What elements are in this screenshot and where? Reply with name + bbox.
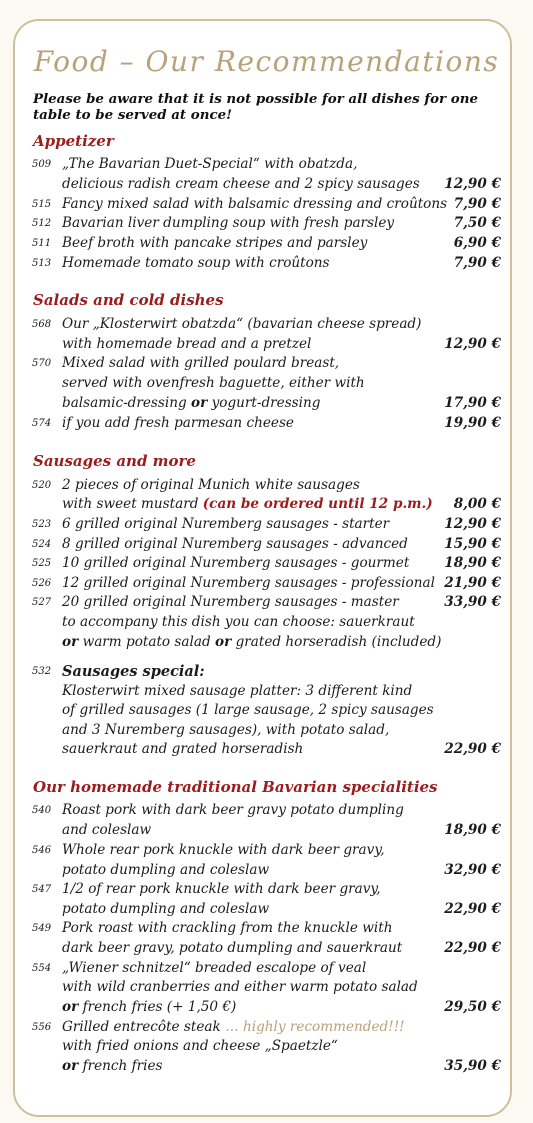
item-description: Bavarian liver dumpling soup with fresh parsley (62, 215, 395, 231)
item-number: 570 (32, 358, 52, 369)
item-price: 12,90 € (444, 176, 501, 192)
menu-item-line (0, 999, 533, 1019)
menu-item-line (0, 940, 533, 960)
menu-item (0, 920, 533, 940)
menu-item (0, 235, 533, 255)
item-description: of grilled sausages (1 large sausage, 2 spicy sausages (62, 702, 434, 718)
item-description: or french fries (+ 1,50 €) (62, 999, 237, 1015)
item-number: 509 (32, 159, 52, 170)
item-number: 513 (32, 258, 52, 269)
menu-item (0, 663, 533, 683)
menu-item-line (0, 1058, 533, 1078)
menu-item-line (0, 1038, 533, 1058)
menu-item (0, 516, 533, 536)
item-price: 22,90 € (444, 741, 501, 757)
or-connector: or (215, 634, 232, 650)
menu-item (0, 1019, 533, 1039)
item-price: 15,90 € (444, 536, 501, 552)
item-number: 549 (32, 923, 52, 934)
menu-item-line (0, 176, 533, 196)
item-description: served with ovenfresh baguette, either with (62, 375, 365, 391)
item-price: 8,00 € (453, 496, 501, 512)
menu-item (0, 881, 533, 901)
item-description: 6 grilled original Nuremberg sausages - starter (62, 516, 390, 532)
menu-item (0, 415, 533, 435)
item-price: 17,90 € (444, 395, 501, 411)
time-restriction-note: (can be ordered until 12 p.m.) (202, 496, 433, 512)
item-description: Beef broth with pancake stripes and parsley (62, 235, 368, 251)
item-number: 527 (32, 597, 52, 608)
item-price: 18,90 € (444, 555, 501, 571)
item-description: „The Bavarian Duet-Special“ with obatzda, (62, 156, 358, 172)
item-description: delicious radish cream cheese and 2 spicy sausages (62, 176, 420, 192)
item-description: if you add fresh parmesan cheese (62, 415, 294, 431)
menu-item-line (0, 862, 533, 882)
page-title: Food – Our Recommendations (33, 45, 500, 78)
item-description: potato dumpling and coleslaw (62, 862, 270, 878)
item-description: 10 grilled original Nuremberg sausages - gourmet (62, 555, 410, 571)
item-price: 7,90 € (453, 196, 501, 212)
item-price: 32,90 € (444, 862, 501, 878)
item-number: 532 (32, 666, 52, 677)
item-description: 2 pieces of original Munich white sausages (62, 477, 360, 493)
item-price: 19,90 € (444, 415, 501, 431)
menu-item-line (0, 822, 533, 842)
menu-item (0, 555, 533, 575)
menu-item (0, 316, 533, 336)
item-description: to accompany this dish you can choose: sauerkraut (62, 614, 415, 630)
item-price: 29,50 € (444, 999, 501, 1015)
section-heading-appetizer: Appetizer (33, 132, 114, 150)
item-price: 33,90 € (444, 594, 501, 610)
item-description: „Wiener schnitzel“ breaded escalope of veal (62, 960, 367, 976)
item-number: 546 (32, 845, 52, 856)
menu-item (0, 802, 533, 822)
item-description: with fried onions and cheese „Spaetzle“ (62, 1038, 338, 1054)
item-number: 574 (32, 418, 52, 429)
item-price: 12,90 € (444, 516, 501, 532)
or-connector: or (62, 634, 79, 650)
item-price: 22,90 € (444, 940, 501, 956)
item-price: 35,90 € (444, 1058, 501, 1074)
item-number: 525 (32, 558, 52, 569)
item-description: or warm potato salad or grated horseradish (included) (62, 634, 442, 650)
item-description: with sweet mustard (can be ordered until 12 p.m.) (62, 496, 433, 512)
menu-item-line (0, 614, 533, 634)
item-description: Whole rear pork knuckle with dark beer gravy, (62, 842, 385, 858)
item-description: or french fries (62, 1058, 163, 1074)
menu-item (0, 355, 533, 375)
item-description: Mixed salad with grilled poulard breast, (62, 355, 340, 371)
menu-item (0, 196, 533, 216)
menu-item (0, 536, 533, 556)
section-heading-bavarian: Our homemade traditional Bavarian specialities (33, 778, 438, 796)
menu-item (0, 594, 533, 614)
item-number: 512 (32, 218, 52, 229)
menu-item (0, 960, 533, 980)
item-number: 526 (32, 578, 52, 589)
menu-item-line (0, 395, 533, 415)
or-connector: or (191, 395, 208, 411)
item-price: 18,90 € (444, 822, 501, 838)
item-description: with wild cranberries and either warm potato salad (62, 979, 418, 995)
menu-item (0, 215, 533, 235)
item-description: and 3 Nuremberg sausages), with potato salad, (62, 722, 390, 738)
item-description: 8 grilled original Nuremberg sausages - advanced (62, 536, 408, 552)
item-price: 12,90 € (444, 336, 501, 352)
menu-item-line (0, 722, 533, 742)
item-description: dark beer gravy, potato dumpling and sauerkraut (62, 940, 403, 956)
menu-item (0, 842, 533, 862)
item-number: 511 (32, 238, 52, 249)
menu-item-line (0, 702, 533, 722)
menu-item (0, 575, 533, 595)
menu-item-line (0, 683, 533, 703)
or-connector: or (62, 999, 79, 1015)
item-number: 547 (32, 884, 52, 895)
item-description: and coleslaw (62, 822, 152, 838)
section-heading-sausages: Sausages and more (33, 452, 196, 470)
menu-item (0, 156, 533, 176)
menu-item-line (0, 336, 533, 356)
item-description: Fancy mixed salad with balsamic dressing and croûtons (62, 196, 448, 212)
item-description: Our „Klosterwirt obatzda“ (bavarian cheese spread) (62, 316, 422, 332)
section-heading-salads: Salads and cold dishes (33, 291, 224, 309)
menu-item-line (0, 979, 533, 999)
item-description: Pork roast with crackling from the knuckle with (62, 920, 393, 936)
menu-item-line (0, 375, 533, 395)
item-description: Klosterwirt mixed sausage platter: 3 different kind (62, 683, 413, 699)
item-number: 554 (32, 963, 52, 974)
serving-notice: Please be aware that it is not possible for all dishes for one table to be served at once! (33, 91, 478, 123)
item-price: 6,90 € (453, 235, 501, 251)
item-description: Roast pork with dark beer gravy potato dumpling (62, 802, 404, 818)
item-number: 520 (32, 480, 52, 491)
item-description: with homemade bread and a pretzel (62, 336, 312, 352)
menu-item (0, 255, 533, 275)
item-number: 523 (32, 519, 52, 530)
item-description: 1/2 of rear pork knuckle with dark beer gravy, (62, 881, 381, 897)
item-number: 515 (32, 199, 52, 210)
item-price: 22,90 € (444, 901, 501, 917)
item-price: 7,50 € (453, 215, 501, 231)
item-description: balsamic-dressing or yogurt-dressing (62, 395, 321, 411)
item-number: 556 (32, 1022, 52, 1033)
item-description: Grilled entrecôte steak … highly recommended!!! (62, 1019, 405, 1035)
item-description: 20 grilled original Nuremberg sausages - master (62, 594, 399, 610)
item-description: sauerkraut and grated horseradish (62, 741, 304, 757)
item-number: 524 (32, 539, 52, 550)
item-description: 12 grilled original Nuremberg sausages - professional (62, 575, 435, 591)
menu-item-line (0, 496, 533, 516)
menu-item-line (0, 901, 533, 921)
or-connector: or (62, 1058, 79, 1074)
item-description: potato dumpling and coleslaw (62, 901, 270, 917)
menu-item (0, 477, 533, 497)
item-price: 7,90 € (453, 255, 501, 271)
sausages-special-title: Sausages special: (62, 663, 205, 680)
item-number: 540 (32, 805, 52, 816)
recommendation-note: … highly recommended!!! (225, 1019, 405, 1035)
menu-item-line (0, 634, 533, 654)
menu-item-line (0, 741, 533, 761)
item-description: Homemade tomato soup with croûtons (62, 255, 330, 271)
item-price: 21,90 € (444, 575, 501, 591)
item-number: 568 (32, 319, 52, 330)
